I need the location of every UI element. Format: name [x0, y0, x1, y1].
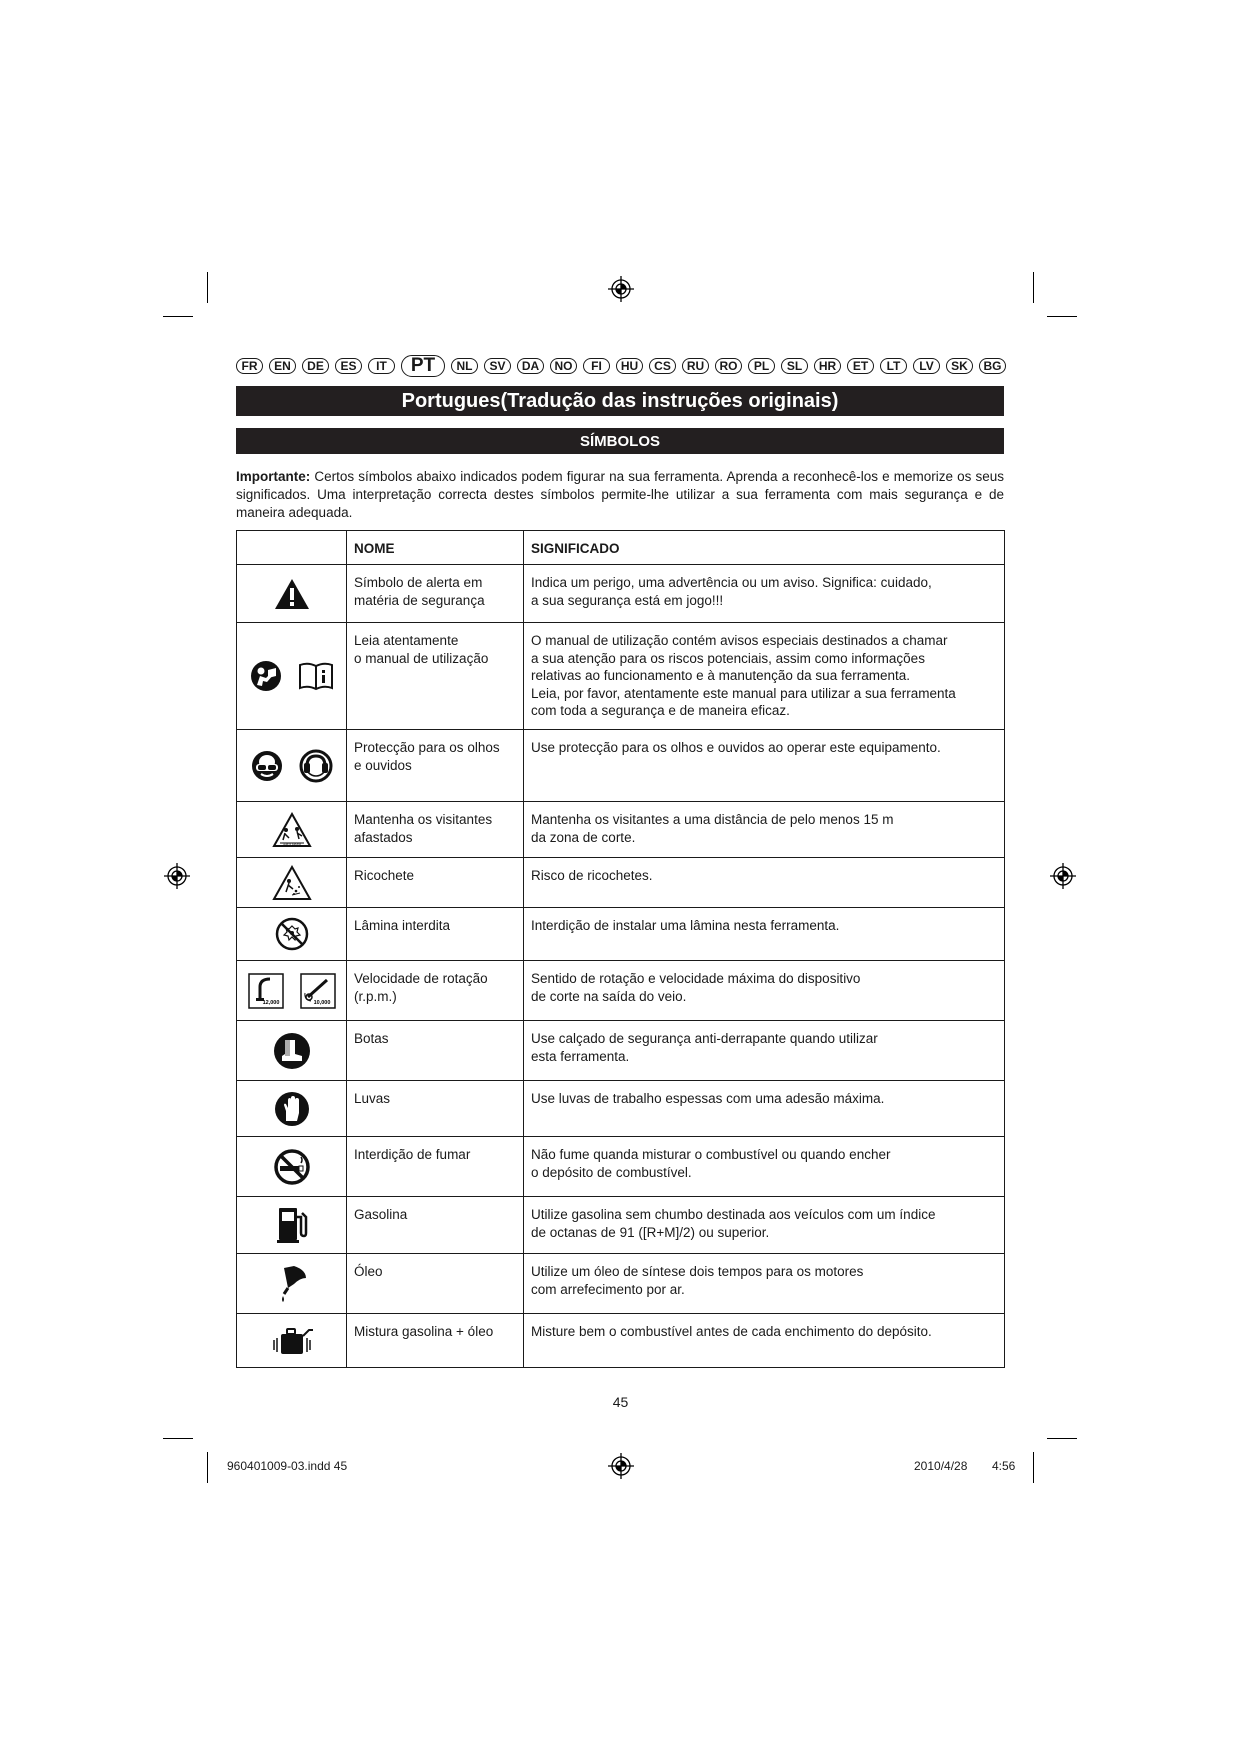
symbol-icons — [237, 1324, 346, 1358]
crop-mark — [1047, 1438, 1077, 1439]
symbol-meaning: Use calçado de segurança anti-derrapante quando utilizar esta ferramenta. — [524, 1021, 1005, 1081]
language-bg: BG — [979, 358, 1006, 374]
read-manual-person-icon — [250, 660, 282, 692]
symbol-meaning: Utilize gasolina sem chumbo destinada aos veículos com um índice de octanas de 91 ([R+M]/2) ou superior. — [524, 1197, 1005, 1254]
symbol-cell — [237, 858, 347, 908]
symbol-name: Ricochete — [347, 858, 524, 908]
symbol-icons — [237, 1148, 346, 1186]
crop-mark — [1047, 316, 1077, 317]
table-row — [237, 961, 1005, 1021]
symbol-cell — [237, 730, 347, 802]
fuel-mix-can-icon — [269, 1324, 315, 1358]
warning-triangle-icon — [273, 577, 311, 611]
table-row — [237, 730, 1005, 802]
symbol-meaning: Interdição de instalar uma lâmina nesta ferramenta. — [524, 908, 1005, 961]
symbol-icons — [237, 1205, 346, 1245]
symbol-cell — [237, 1021, 347, 1081]
registration-mark-icon — [164, 863, 190, 889]
language-da: DA — [517, 358, 544, 374]
page-number: 45 — [612, 1394, 629, 1410]
table-row — [237, 858, 1005, 908]
symbol-icons — [237, 1091, 346, 1127]
crop-mark — [207, 1452, 208, 1483]
language-fr: FR — [236, 358, 263, 374]
symbol-name: Gasolina — [347, 1197, 524, 1254]
footer-time: 4:56 — [992, 1459, 1016, 1473]
symbol-cell — [237, 623, 347, 730]
symbol-name: Mistura gasolina + óleo — [347, 1314, 524, 1368]
symbol-meaning: Não fume quanda misturar o combustível ou quando encher o depósito de combustível. — [524, 1137, 1005, 1197]
symbol-name: Leia atentamente o manual de utilização — [347, 623, 524, 730]
crop-mark — [163, 316, 193, 317]
gloves-icon — [274, 1091, 310, 1127]
symbol-name: Velocidade de rotação (r.p.m.) — [347, 961, 524, 1021]
symbol-meaning: Use protecção para os olhos e ouvidos ao operar este equipamento. — [524, 730, 1005, 802]
section-title: SÍMBOLOS — [236, 428, 1004, 454]
header-icon — [237, 531, 347, 565]
fuel-pump-icon — [275, 1205, 309, 1245]
language-nl: NL — [451, 358, 478, 374]
language-ro: RO — [715, 358, 742, 374]
symbol-meaning: Utilize um óleo de síntese dois tempos para os motores com arrefecimento por ar. — [524, 1254, 1005, 1314]
symbol-name: Mantenha os visitantes afastados — [347, 802, 524, 858]
language-pl: PL — [748, 358, 775, 374]
symbol-meaning: Risco de ricochetes. — [524, 858, 1005, 908]
table-row — [237, 1021, 1005, 1081]
table-row — [237, 1254, 1005, 1314]
symbol-name: Óleo — [347, 1254, 524, 1314]
language-pt: PT — [401, 355, 445, 377]
symbol-cell — [237, 908, 347, 961]
table-row — [237, 1197, 1005, 1254]
language-lv: LV — [913, 358, 940, 374]
symbol-cell — [237, 1137, 347, 1197]
symbol-icons — [237, 577, 346, 611]
symbol-meaning: Sentido de rotação e velocidade máxima do dispositivo de corte na saída do veio. — [524, 961, 1005, 1021]
symbol-name: Símbolo de alerta em matéria de segurança — [347, 565, 524, 623]
language-de: DE — [302, 358, 329, 374]
symbol-icons — [237, 973, 346, 1009]
crop-mark — [163, 1438, 193, 1439]
page-title: Portugues(Tradução das instruções originais) — [236, 386, 1004, 416]
symbol-icons — [237, 1032, 346, 1070]
language-selector — [236, 356, 1006, 376]
keep-bystanders-away-icon — [272, 812, 312, 848]
language-it: IT — [368, 358, 395, 374]
svg-text:10,000: 10,000 — [313, 999, 330, 1006]
language-cs: CS — [649, 358, 676, 374]
symbol-icons — [237, 865, 346, 901]
crop-mark — [207, 272, 208, 303]
symbols-table — [236, 530, 1005, 1368]
symbol-name: Luvas — [347, 1081, 524, 1137]
registration-mark-icon — [1050, 863, 1076, 889]
registration-mark-icon — [608, 276, 634, 302]
rotation-speed-straight-icon — [300, 973, 336, 1009]
symbol-cell — [237, 1081, 347, 1137]
symbol-cell — [237, 961, 347, 1021]
symbol-icons — [237, 916, 346, 952]
intro-text: Certos símbolos abaixo indicados podem figurar na sua ferramenta. Aprenda a reconhecê-los e memorize os seus significados. Uma interpretação correcta destes símbolos permite-lhe utilizar a sua ferramenta com mais segurança e de maneira adequada. — [236, 469, 1004, 520]
crop-mark — [1033, 1452, 1034, 1483]
language-sv: SV — [484, 358, 511, 374]
symbol-name: Interdição de fumar — [347, 1137, 524, 1197]
language-et: ET — [847, 358, 874, 374]
language-hu: HU — [616, 358, 643, 374]
symbol-cell — [237, 1314, 347, 1368]
header-meaning: SIGNIFICADO — [524, 531, 1005, 565]
symbol-cell — [237, 802, 347, 858]
symbol-meaning: Mantenha os visitantes a uma distância de pelo menos 15 m da zona de corte. — [524, 802, 1005, 858]
symbol-icons — [237, 1264, 346, 1304]
boots-icon — [273, 1032, 311, 1070]
table-row — [237, 1081, 1005, 1137]
symbol-name: Lâmina interdita — [347, 908, 524, 961]
language-sk: SK — [946, 358, 973, 374]
language-ru: RU — [682, 358, 709, 374]
ear-protection-icon — [299, 749, 333, 783]
footer-date: 2010/4/28 — [914, 1459, 968, 1473]
crop-mark — [1033, 272, 1034, 303]
intro-paragraph — [236, 468, 1004, 522]
table-row — [237, 908, 1005, 961]
oil-can-icon — [274, 1264, 310, 1304]
footer-file: 960401009-03.indd 45 — [227, 1459, 348, 1473]
symbol-cell — [237, 565, 347, 623]
manual-book-icon — [298, 661, 334, 691]
symbol-cell — [237, 1254, 347, 1314]
table-row — [237, 1137, 1005, 1197]
table-row — [237, 1314, 1005, 1368]
symbol-meaning: O manual de utilização contém avisos especiais destinados a chamar a sua atenção para os riscos potenciais, assim como informações relativas ao funcionamento e à manutenção da sua ferramenta. Leia, por favor, atentamente este manual para utilizar a sua ferramenta com toda a segurança e de maneira eficaz. — [524, 623, 1005, 730]
language-no: NO — [550, 358, 577, 374]
no-smoking-icon — [273, 1148, 311, 1186]
table-row — [237, 802, 1005, 858]
registration-mark-icon — [608, 1453, 634, 1479]
language-es: ES — [335, 358, 362, 374]
eye-protection-icon — [251, 749, 283, 783]
blade-forbidden-icon — [274, 916, 310, 952]
symbol-icons — [237, 812, 346, 848]
table-row — [237, 623, 1005, 730]
rotation-speed-curved-icon — [248, 973, 284, 1009]
symbol-meaning: Use luvas de trabalho espessas com uma adesão máxima. — [524, 1081, 1005, 1137]
table-header-row — [237, 531, 1005, 565]
symbol-icons — [237, 749, 346, 783]
symbol-icons — [237, 660, 346, 692]
language-sl: SL — [781, 358, 808, 374]
symbol-name: Botas — [347, 1021, 524, 1081]
ricochet-icon — [272, 865, 312, 901]
svg-text:15m (50ft): 15m (50ft) — [282, 840, 301, 846]
header-name: NOME — [347, 531, 524, 565]
symbol-name: Protecção para os olhos e ouvidos — [347, 730, 524, 802]
language-fi: FI — [583, 358, 610, 374]
symbol-cell — [237, 1197, 347, 1254]
intro-bold: Importante: — [236, 469, 311, 484]
language-hr: HR — [814, 358, 841, 374]
table-row — [237, 565, 1005, 623]
symbol-meaning: Indica um perigo, uma advertência ou um aviso. Significa: cuidado, a sua segurança está em jogo!!! — [524, 565, 1005, 623]
svg-text:12,000: 12,000 — [262, 999, 279, 1006]
language-lt: LT — [880, 358, 907, 374]
language-en: EN — [269, 358, 296, 374]
symbol-meaning: Misture bem o combustível antes de cada enchimento do depósito. — [524, 1314, 1005, 1368]
